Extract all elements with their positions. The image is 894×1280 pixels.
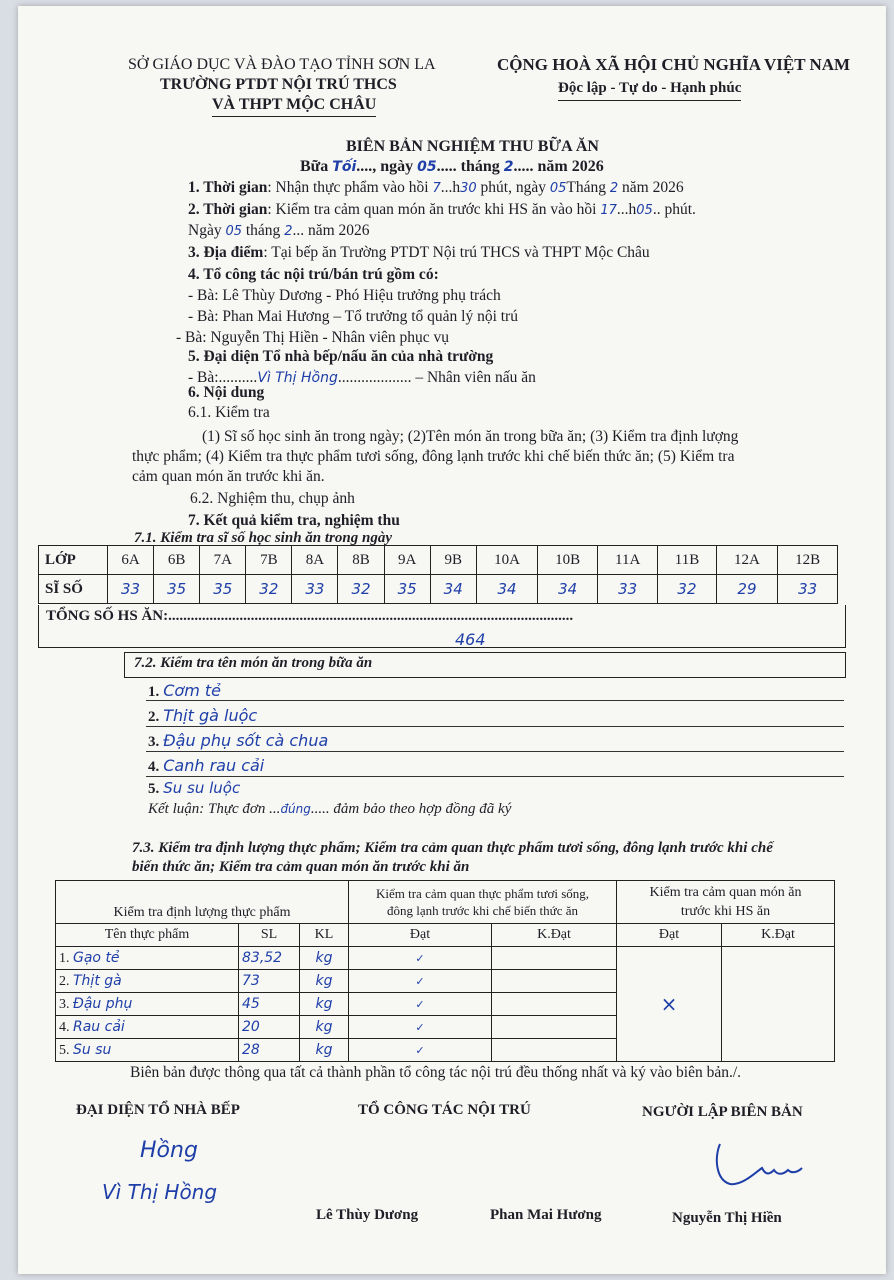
section-3: 3. Địa điểm: Tại bếp ăn Trường PTDT Nội trú THCS và THPT Mộc Châu xyxy=(188,244,650,261)
count-cell: 32 xyxy=(246,575,292,604)
header-dish-fail: K.Đạt xyxy=(722,924,835,947)
dish-item: 1. Cơm tẻ xyxy=(148,681,221,700)
section-6-para-2: thực phẩm; (4) Kiểm tra thực phẩm tươi sống, đông lạnh trước khi chế biến thức ăn; (5) Kiểm tra xyxy=(132,448,735,465)
section-5-title: 5. Đại diện Tổ nhà bếp/nấu ăn của nhà trường xyxy=(188,348,494,365)
section-4-title: 4. Tổ công tác nội trú/bán trú gồm có: xyxy=(188,266,439,283)
motto: Độc lập - Tự do - Hạnh phúc xyxy=(558,80,741,101)
member-3: - Bà: Nguyễn Thị Hiền - Nhân viên phục vụ xyxy=(176,329,450,346)
class-cell: 11B xyxy=(658,546,716,575)
meal-value: Tối xyxy=(332,159,357,175)
class-cell: 8A xyxy=(292,546,338,575)
section-2: 2. Thời gian: Kiểm tra cảm quan món ăn trước khi HS ăn vào hồi 17...h05.. phút. xyxy=(188,201,696,218)
school-name-line1: TRƯỜNG PTDT NỘI TRÚ THCS xyxy=(160,76,397,93)
kitchen-name-handwritten: Vì Thị Hồng xyxy=(102,1180,218,1204)
column-header-row xyxy=(56,924,835,947)
class-cell: 9B xyxy=(430,546,476,575)
closing-statement: Biên bản được thông qua tất cả thành phần tổ công tác nội trú đều thống nhất và ký vào biên bản./. xyxy=(130,1064,742,1081)
member-2: - Bà: Phan Mai Hương – Tổ trưởng tổ quản lý nội trú xyxy=(188,308,518,325)
count-row xyxy=(39,575,838,604)
header-dish-pass: Đạt xyxy=(617,924,722,947)
class-cell: 12A xyxy=(716,546,778,575)
count-cell: 35 xyxy=(384,575,430,604)
section-7-3-title-2: biến thức ăn; Kiểm tra cảm quan món ăn trước khi ăn xyxy=(132,859,470,875)
kitchen-title: ĐẠI DIỆN TỔ NHÀ BẾP xyxy=(76,1102,240,1118)
table-row: 3. Đậu phụ 45 kg ✓ xyxy=(56,993,835,1016)
group-quantity-header: Kiểm tra định lượng thực phẩm xyxy=(56,881,349,924)
count-cell: 35 xyxy=(154,575,200,604)
dish-item: 4. Canh rau cải xyxy=(148,756,265,775)
month-value: 2 xyxy=(503,159,514,175)
author-signature xyxy=(706,1140,806,1190)
dish-line xyxy=(146,751,844,752)
dish-check-mark: × xyxy=(617,947,722,1062)
author-title: NGƯỜI LẬP BIÊN BẢN xyxy=(642,1104,803,1120)
count-cell: 34 xyxy=(430,575,476,604)
attendance-table xyxy=(38,545,838,604)
class-cell: 10A xyxy=(476,546,538,575)
section-2-date: Ngày 05 tháng 2... năm 2026 xyxy=(188,222,370,239)
section-6-title: 6. Nội dung xyxy=(188,384,265,401)
count-cell: 33 xyxy=(292,575,338,604)
header-food-name: Tên thực phẩm xyxy=(56,924,239,947)
committee-title: TỔ CÔNG TÁC NỘI TRÚ xyxy=(358,1102,531,1118)
section-6-1: 6.1. Kiểm tra xyxy=(188,404,270,421)
dept-name: SỞ GIÁO DỤC VÀ ĐÀO TẠO TỈNH SƠN LA xyxy=(128,56,436,73)
menu-conclusion: Kết luận: Thực đơn ...đúng..... đảm bảo theo hợp đồng đã ký xyxy=(148,801,512,817)
kitchen-signature: Hồng xyxy=(140,1138,198,1163)
count-cell: 33 xyxy=(598,575,658,604)
class-cell: 7A xyxy=(200,546,246,575)
section-7-title: 7. Kết quả kiểm tra, nghiệm thu xyxy=(188,512,400,529)
school-name-line2: VÀ THPT MỘC CHÂU xyxy=(212,96,376,117)
section-7-2-title: 7.2. Kiểm tra tên món ăn trong bữa ăn xyxy=(134,655,373,671)
group-header-row xyxy=(56,881,835,924)
dish-line xyxy=(146,776,844,777)
count-cell: 34 xyxy=(476,575,538,604)
count-cell: 32 xyxy=(658,575,716,604)
page-title: BIÊN BẢN NGHIỆM THU BỮA ĂN xyxy=(346,138,599,155)
cook-name: Vì Thị Hồng xyxy=(257,370,338,386)
count-cell: 33 xyxy=(108,575,154,604)
class-cell: 7B xyxy=(246,546,292,575)
dish-item: 5. Su su luộc xyxy=(148,779,241,797)
row-label-class: LỚP xyxy=(39,546,108,575)
class-row xyxy=(39,546,838,575)
header-fail: K.Đạt xyxy=(492,924,617,947)
class-cell: 6A xyxy=(108,546,154,575)
count-cell: 32 xyxy=(338,575,384,604)
dish-line xyxy=(146,700,844,701)
class-cell: 11A xyxy=(598,546,658,575)
row-label-count: SĨ SỐ xyxy=(39,575,108,604)
class-cell: 9A xyxy=(384,546,430,575)
class-cell: 12B xyxy=(778,546,838,575)
group-dish-header: Kiểm tra cảm quan món ăn trước khi HS ăn xyxy=(617,881,835,924)
section-5-person: - Bà:..........Vì Thị Hồng................... – Nhân viên nấu ăn xyxy=(188,369,536,386)
committee-member-2: Phan Mai Hương xyxy=(490,1207,602,1223)
section-6-2: 6.2. Nghiệm thu, chụp ảnh xyxy=(190,490,355,507)
section-1: 1. Thời gian: Nhận thực phẩm vào hồi 7...h30 phút, ngày 05Tháng 2 năm 2026 xyxy=(188,179,684,196)
author-signature-text xyxy=(756,1162,758,1163)
count-cell: 29 xyxy=(716,575,778,604)
section-7-3-title-1: 7.3. Kiểm tra định lượng thực phẩm; Kiểm tra cảm quan thực phẩm tươi sống, đông lạnh trước khi chế xyxy=(132,840,773,856)
committee-member-1: Lê Thùy Dương xyxy=(316,1207,419,1223)
class-cell: 6B xyxy=(154,546,200,575)
dish-item: 2. Thịt gà luộc xyxy=(148,706,258,725)
header-pass: Đạt xyxy=(349,924,492,947)
table-row: 5. Su su 28 kg ✓ xyxy=(56,1039,835,1062)
dish-item: 3. Đậu phụ sốt cà chua xyxy=(148,731,329,750)
group-fresh-header: Kiểm tra cảm quan thực phẩm tươi sống, đông lạnh trước khi chế biến thức ăn xyxy=(349,881,617,924)
day-value: 05 xyxy=(417,159,437,175)
dish-line xyxy=(146,726,844,727)
table-row: 2. Thịt gà 73 kg ✓ xyxy=(56,970,835,993)
total-value: 464 xyxy=(455,630,486,649)
section-6-para-1: (1) Sĩ số học sinh ăn trong ngày; (2)Tên món ăn trong bữa ăn; (3) Kiểm tra định lượng xyxy=(202,428,739,445)
table-row: 4. Rau cải 20 kg ✓ xyxy=(56,1016,835,1039)
header-unit: KL xyxy=(300,924,349,947)
header-quantity: SL xyxy=(239,924,300,947)
member-1: - Bà: Lê Thùy Dương - Phó Hiệu trưởng phụ trách xyxy=(188,287,501,304)
count-cell: 35 xyxy=(200,575,246,604)
table-row: 1. Gạo tẻ 83,52 kg ✓ × xyxy=(56,947,835,970)
class-cell: 8B xyxy=(338,546,384,575)
count-cell: 33 xyxy=(778,575,838,604)
class-cell: 10B xyxy=(538,546,598,575)
section-7-1-title: 7.1. Kiểm tra sĩ số học sinh ăn trong ngày xyxy=(134,530,392,546)
total-label: TỔNG SỐ HS ĂN:............................................................................................................ xyxy=(46,608,574,624)
author-name: Nguyễn Thị Hiền xyxy=(672,1210,782,1226)
food-check-table xyxy=(55,880,835,1062)
meal-line: Bữa Tối...., ngày 05..... tháng 2..... năm 2026 xyxy=(300,158,604,175)
count-cell: 34 xyxy=(538,575,598,604)
country-name: CỘNG HOÀ XÃ HỘI CHỦ NGHĨA VIỆT NAM xyxy=(497,55,851,74)
section-6-para-3: cảm quan món ăn trước khi ăn. xyxy=(132,468,325,485)
